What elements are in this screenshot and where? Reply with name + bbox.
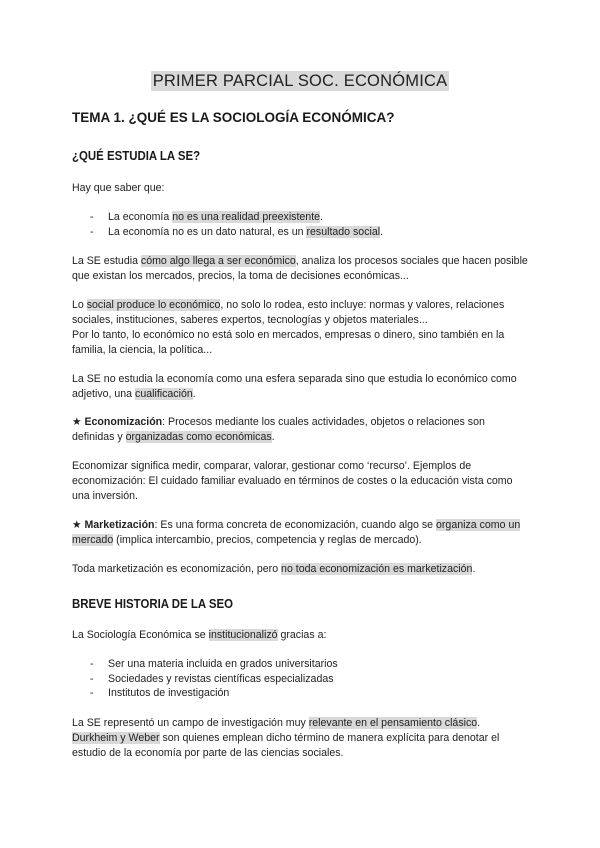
list-item: - Ser una materia incluida en grados universitarios xyxy=(90,657,530,672)
bullet-list-economia xyxy=(90,210,530,239)
intro-text: Hay que saber que: xyxy=(72,182,165,194)
paragraph-toda-marketizacion: Toda marketización es economización, pero no toda economización es marketización. xyxy=(72,563,476,575)
paragraph-economizar: Economizar significa medir, comparar, valorar, gestionar como ‘recurso’. Ejemplos de economización: El cuidado familiar evaluado en términos de costes o la educación vista como una inversión. xyxy=(72,460,513,502)
paragraph-economizacion: ★ Economización: Procesos mediante los cuales actividades, objetos o relaciones son definidas y organizadas como económicas. xyxy=(72,416,485,443)
paragraph-social-produce: Lo social produce lo económico, no solo lo rodea, esto incluye: normas y valores, relaciones sociales, instituciones, saberes expertos, tecnologías y objetos materiales... Por lo tanto, lo económico no está solo en mercados, empresas o dinero, sino también en la familia, la ciencia, la política... xyxy=(72,299,505,356)
list-item: - Sociedades y revistas científicas especializadas xyxy=(90,672,530,687)
paragraph-adjetivo: La SE no estudia la economía como una esfera separada sino que estudia lo económico como adjetivo, una cualificación. xyxy=(72,373,517,400)
section-heading-historia: BREVE HISTORIA DE LA SEO xyxy=(72,596,234,611)
list-item: - La economía no es un dato natural, es un resultado social. xyxy=(90,225,530,240)
star-icon: ★ xyxy=(72,416,82,428)
paragraph-se-estudia: La SE estudia cómo algo llega a ser económico, analiza los procesos sociales que hacen posible que existan los mercados, precios, la toma de decisiones económicas... xyxy=(72,255,528,282)
bullet-list-institucionalizacion xyxy=(90,657,530,701)
term-economizacion: Economización xyxy=(84,416,163,428)
paragraph-marketizacion: ★ Marketización: Es una forma concreta de economización, cuando algo se organiza como un mercado (implica intercambio, precios, competencia y reglas de mercado). xyxy=(72,519,521,546)
section-heading-que-estudia: ¿QUÉ ESTUDIA LA SE? xyxy=(72,148,201,163)
term-marketizacion: Marketización xyxy=(84,519,155,531)
list-item: - Institutos de investigación xyxy=(90,686,530,701)
paragraph-institucionalizo: La Sociología Económica se institucionalizó gracias a: xyxy=(72,629,327,641)
paragraph-pensamiento-clasico: La SE representó un campo de investigación muy relevante en el pensamiento clásico. Durkheim y Weber son quienes emplean dicho término de manera explícita para denotar el estudio de la economía por parte de las ciencias sociales. xyxy=(72,717,500,759)
list-item: - La economía no es una realidad preexistente. xyxy=(90,210,530,225)
star-icon: ★ xyxy=(72,519,82,531)
tema-heading: TEMA 1. ¿QUÉ ES LA SOCIOLOGÍA ECONÓMICA? xyxy=(72,110,395,125)
document-title: PRIMER PARCIAL SOC. ECONÓMICA xyxy=(152,72,448,90)
